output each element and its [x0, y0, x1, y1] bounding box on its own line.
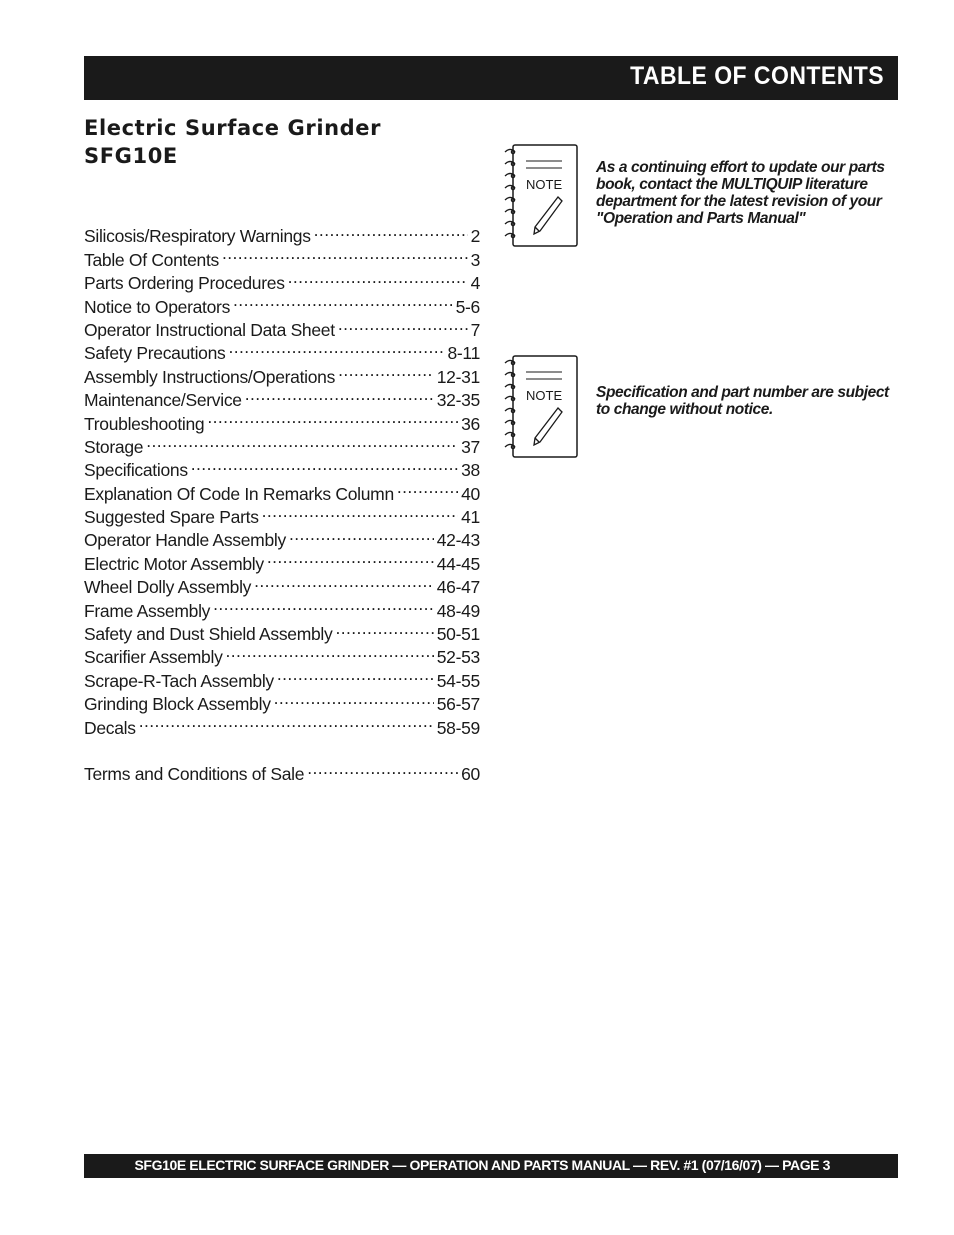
toc-dot-leader: [289, 523, 434, 546]
toc-entry-page: 37: [461, 436, 480, 457]
toc-entry-page: 7: [470, 319, 480, 340]
toc-entry-page: 44-45: [436, 553, 480, 574]
toc-entry-label: Notice to Operators: [84, 296, 231, 317]
toc-entry-page: 52-53: [436, 647, 480, 668]
toc-spacer: [84, 734, 480, 757]
toc-entry-label: Frame Assembly: [84, 600, 211, 621]
toc-entry-page: 12-31: [436, 366, 480, 387]
toc-entry-label: Parts Ordering Procedures: [84, 273, 285, 294]
note-text: As a continuing effort to update our parts book, contact the MULTIQUIP literature department for the latest revision of your "Operation and Parts Manual": [596, 159, 885, 227]
toc-entry-page: 32-35: [436, 390, 480, 411]
product-title: [84, 114, 381, 170]
toc-entry-label: Electric Motor Assembly: [84, 553, 264, 574]
toc-entry-page: 41: [461, 507, 480, 528]
toc-entry-page: 48-49: [436, 600, 480, 621]
note-notepad-icon: [502, 143, 582, 249]
header-bar: [84, 56, 898, 100]
note-notepad-icon: [502, 354, 582, 460]
toc-entry-page: 36: [461, 413, 480, 434]
toc-entry-label: Troubleshooting: [84, 413, 205, 434]
toc-entry-label: Maintenance/Service: [84, 390, 242, 411]
footer-text: SFG10E ELECTRIC SURFACE GRINDER — OPERATION AND PARTS MANUAL — REV. #1 (07/16/07) — PAGE 3: [134, 1157, 830, 1173]
toc-entry-page: 54-55: [436, 670, 480, 691]
toc-dot-leader: [338, 359, 434, 382]
toc-entry-label: Scrape-R-Tach Assembly: [84, 670, 274, 691]
toc-entry-label: Wheel Dolly Assembly: [84, 577, 252, 598]
toc-dot-leader: [139, 710, 434, 733]
toc-entry-page: 4: [470, 273, 480, 294]
note-text: Specification and part number are subject to change without notice.: [596, 384, 889, 418]
toc-entry: [84, 453, 480, 481]
toc-entry: [84, 219, 480, 247]
product-title-line1: Electric Surface Grinder: [84, 116, 382, 140]
toc-entry-label: Assembly Instructions/Operations: [84, 366, 336, 387]
toc-entry-label: Table Of Contents: [84, 249, 219, 270]
note-icon-label: NOTE: [526, 177, 563, 192]
toc-dot-leader: [397, 476, 458, 499]
toc-dot-leader: [307, 757, 458, 780]
toc-entry-label: Decals: [84, 717, 136, 738]
toc-entry-label: Operator Handle Assembly: [84, 530, 286, 551]
toc-dot-leader: [191, 453, 458, 476]
toc-entry: [84, 710, 480, 738]
toc-entry: [84, 757, 480, 785]
toc-dot-leader: [277, 663, 434, 686]
toc-entry-page: 3: [470, 249, 480, 270]
toc-entry-label: Scarifier Assembly: [84, 647, 223, 668]
product-title-line2: SFG10E: [84, 144, 178, 168]
toc-dot-leader: [233, 289, 453, 312]
toc-entry-page: 42-43: [436, 530, 480, 551]
toc-entry-page: 8-11: [447, 343, 480, 364]
toc-dot-leader: [229, 336, 445, 359]
toc-entry-label: Safety and Dust Shield Assembly: [84, 624, 333, 645]
toc-dot-leader: [338, 313, 468, 336]
toc-dot-leader: [254, 570, 434, 593]
toc-entry-page: 56-57: [436, 694, 480, 715]
toc-entry-label: Silicosis/Respiratory Warnings: [84, 226, 311, 247]
toc-dot-leader: [314, 219, 468, 242]
toc-dot-leader: [245, 383, 434, 406]
toc-entry-label: Grinding Block Assembly: [84, 694, 271, 715]
toc-entry-page: 50-51: [436, 624, 480, 645]
toc-dot-leader: [213, 593, 434, 616]
toc-dot-leader: [222, 242, 468, 265]
footer-bar: [84, 1154, 898, 1178]
toc-dot-leader: [146, 430, 458, 453]
toc-dot-leader: [274, 687, 434, 710]
toc-entry-page: 38: [461, 460, 480, 481]
toc-entry-label: Safety Precautions: [84, 343, 226, 364]
toc-entry-label: Storage: [84, 436, 144, 457]
toc-entry-label: Operator Instructional Data Sheet: [84, 319, 335, 340]
toc-entry-label: Explanation Of Code In Remarks Column: [84, 483, 394, 504]
toc-entry-page: 46-47: [436, 577, 480, 598]
toc-entry-page: 5-6: [455, 296, 480, 317]
toc-dot-leader: [207, 406, 458, 429]
page-title: TABLE OF CONTENTS: [630, 62, 884, 90]
toc-entry-page: 58-59: [436, 717, 480, 738]
toc-entry-label: Suggested Spare Parts: [84, 507, 259, 528]
note-icon-label: NOTE: [526, 388, 563, 403]
toc-dot-leader: [335, 617, 433, 640]
toc-entry-label: Specifications: [84, 460, 188, 481]
toc-entry-page: 40: [461, 483, 480, 504]
toc-dot-leader: [262, 500, 458, 523]
toc-dot-leader: [226, 640, 434, 663]
toc-entry-label: Terms and Conditions of Sale: [84, 764, 305, 785]
table-of-contents: [84, 219, 480, 785]
toc-entry-page: 60: [461, 764, 480, 785]
toc-dot-leader: [267, 546, 434, 569]
toc-entry-page: 2: [470, 226, 480, 247]
toc-dot-leader: [288, 266, 468, 289]
